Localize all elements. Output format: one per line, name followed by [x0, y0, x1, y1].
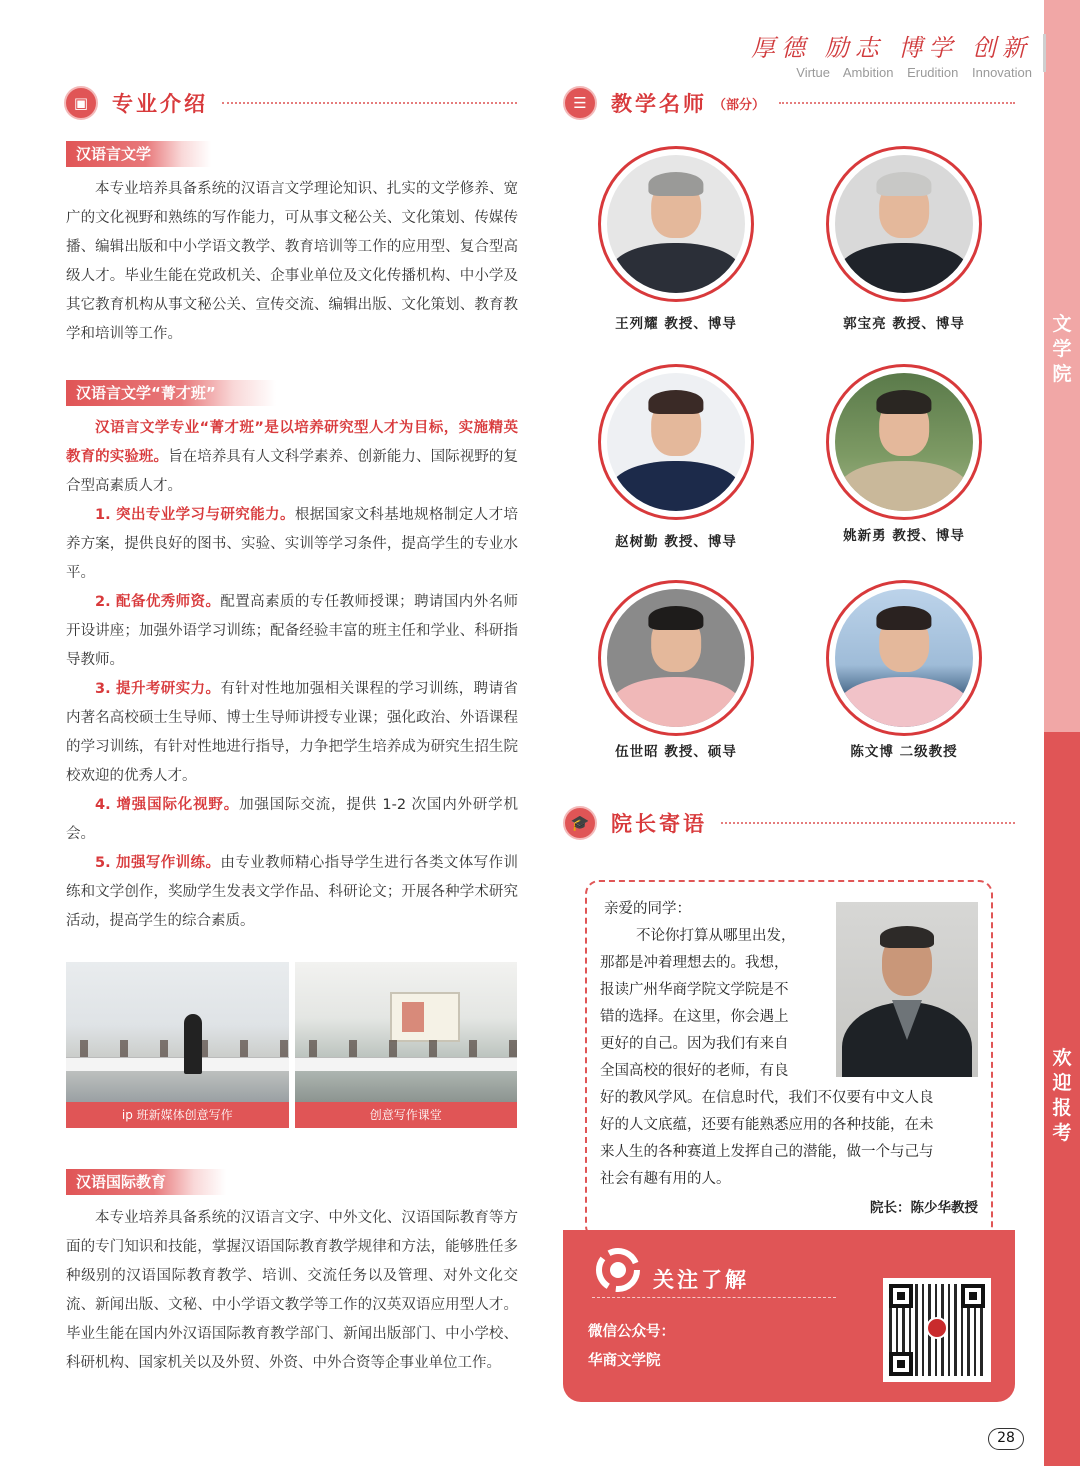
figure-hair: [648, 172, 703, 197]
teacher-photo: [835, 373, 973, 511]
teacher-name: 郭宝亮 教授、博导: [843, 316, 965, 332]
major2-label: 汉语言文学“菁才班”: [66, 380, 276, 406]
point-heading: 3. 提升考研实力。: [95, 681, 221, 697]
photo-new-media: [66, 962, 289, 1128]
desks-graphic: [295, 1057, 518, 1071]
photo-caption: ip 班新媒体创意写作: [66, 1102, 289, 1128]
books-icon: ☰: [563, 86, 597, 120]
teacher-photo: [607, 155, 745, 293]
teacher-name: 姚新勇 教授、博导: [843, 528, 965, 544]
major2-lead: [66, 414, 518, 501]
dean-line: 好的教风学风。在信息时代，我们不仅要有中文人良: [600, 1090, 934, 1106]
major1-paragraph: 本专业培养具备系统的汉语言文学理论知识、扎实的文学修养、宽广的文化视野和熟练的写作能力，可从事文秘公关、文化策划、传媒传播、编辑出版和中小学语文教学、教育培训等工作的应用型、复合型高级人才。毕业生能在党政机关、企事业单位及文化传播机构、中小学及其它教育机构从事文秘公关、宣传交流、编辑出版、文化策划、教育教学和培训等工作。: [66, 181, 518, 342]
teacher-photo: [607, 373, 745, 511]
motto: [751, 28, 1032, 80]
teacher-avatar: [598, 580, 754, 736]
dean-line: 全国高校的很好的老师，有良: [600, 1063, 789, 1079]
dean-line: 好的人文底蕴，还要有能熟悉应用的各种技能，在未: [600, 1117, 934, 1133]
major3-text: [66, 1204, 518, 1378]
figure-body: [838, 243, 970, 293]
figure-body: [838, 677, 970, 727]
teacher-avatar: [826, 580, 982, 736]
teacher-name: 王列耀 教授、博导: [615, 316, 737, 332]
wechat-qr-code[interactable]: [883, 1278, 991, 1382]
teacher-avatar: [826, 146, 982, 302]
dean-line: 更好的自己。因为我们有来自: [600, 1036, 789, 1052]
figure-body: [610, 677, 742, 727]
dean-text-wide: [600, 1085, 984, 1193]
figure-body: [838, 461, 970, 511]
major2-point: [66, 791, 518, 849]
point-heading: 4. 增强国际化视野。: [95, 797, 240, 813]
dean-greeting: 亲爱的同学：: [604, 901, 691, 917]
dean-photo: [836, 902, 978, 1077]
point-text: 根据国家文科基地规格制定人才培养方案，提供良好的图书、实验、实训等学习条件，提高学生的专业水平。: [66, 507, 518, 581]
dean-header: [563, 806, 1015, 840]
teachers-subtitle: （部分）: [713, 97, 766, 113]
side-char: 报: [1052, 1097, 1072, 1119]
dotted-rule: [222, 102, 517, 104]
point-heading: 1. 突出专业学习与研究能力。: [95, 507, 295, 523]
qr-finder: [889, 1284, 913, 1308]
graduation-cap-icon: 🎓: [563, 806, 597, 840]
side-char: 迎: [1052, 1072, 1072, 1094]
dotted-rule: [779, 102, 1015, 104]
dotted-rule: [721, 822, 1015, 824]
photo-caption: 创意写作课堂: [295, 1102, 518, 1128]
teacher-card: [794, 364, 1014, 544]
side-char: 学: [1052, 338, 1072, 360]
point-heading: 5. 加强写作训练。: [95, 855, 221, 871]
major1-label: 汉语言文学: [66, 141, 211, 167]
teacher-card: [794, 146, 1014, 332]
teacher-figure: [184, 1014, 202, 1074]
qr-finder: [961, 1284, 985, 1308]
presentation-icon: ▣: [64, 86, 98, 120]
follow-divider: [592, 1297, 836, 1298]
motto-en: Virtue Ambition Erudition Innovation: [796, 65, 1032, 80]
dean-line: 社会有趣有用的人。: [600, 1171, 731, 1187]
point-text: 有针对性地加强相关课程的学习训练，聘请省内著名高校硕士生导师、博士生导师讲授专业课；强化政治、外语课程的学习训练，有针对性地进行指导，力争把学生培养成为研究生招生院校欢迎的优秀人才。: [66, 681, 518, 784]
side-char: 院: [1052, 363, 1072, 385]
figure-hair: [648, 390, 703, 415]
figure-hair: [880, 926, 934, 948]
qr-center-logo: [926, 1317, 948, 1339]
figure-hair: [876, 172, 931, 197]
major2-point: [66, 588, 518, 675]
wechat-label: 微信公众号：: [588, 1324, 675, 1340]
page-number: 28: [988, 1428, 1024, 1450]
major2-point: [66, 501, 518, 588]
figure-body: [610, 243, 742, 293]
figure-hair: [648, 606, 703, 631]
major1-text: [66, 175, 518, 349]
side-char: 考: [1052, 1122, 1072, 1144]
classroom-image: [66, 962, 289, 1102]
teacher-name: 陈文博 二级教授: [850, 744, 958, 760]
major2-point: [66, 849, 518, 936]
side-char: 文: [1052, 313, 1072, 335]
dean-text-narrow: [600, 923, 830, 1085]
dean-signature: 院长：陈少华教授: [870, 1200, 978, 1216]
swirl-logo-icon: [594, 1248, 642, 1292]
dean-line: 来人生的各种赛道上发挥自己的潜能，做一个与己与: [600, 1144, 934, 1160]
teacher-avatar: [598, 146, 754, 302]
intro-header: [64, 86, 517, 120]
point-text: 加强国际交流，提供 1-2 次国内外研学机会。: [66, 797, 518, 842]
teacher-avatar: [598, 364, 754, 520]
major2-point: [66, 675, 518, 791]
desks-graphic: [66, 1057, 289, 1071]
dean-title: 院长寄语: [611, 812, 707, 836]
point-text: 由专业教师精心指导学生进行各类文体写作训练和文学创作，奖励学生发表文学作品、科研论文；开展各种学术研究活动，提高学生的综合素质。: [66, 855, 518, 929]
teacher-name: 赵树勤 教授、博导: [615, 534, 737, 550]
point-text: 配置高素质的专任教师授课；聘请国内外名师开设讲座；加强外语学习训练；配备经验丰富的班主任和学业、科研指导教师。: [66, 594, 518, 668]
teachers-header: [563, 86, 1015, 120]
point-heading: 2. 配备优秀师资。: [95, 594, 221, 610]
figure-body: [610, 461, 742, 511]
major3-label: 汉语国际教育: [66, 1169, 226, 1195]
qr-pattern: [889, 1284, 985, 1376]
dean-line: 那都是冲着理想去的。我想，: [600, 955, 789, 971]
qr-finder: [889, 1352, 913, 1376]
side-char: 欢: [1052, 1047, 1072, 1069]
teacher-card: [566, 580, 786, 760]
teacher-avatar: [826, 364, 982, 520]
projector-screen: [390, 992, 460, 1042]
classroom-photos: [66, 962, 517, 1128]
intro-title: 专业介绍: [112, 92, 208, 116]
dean-line: 报读广州华商学院文学院是不: [600, 982, 789, 998]
figure-hair: [876, 606, 931, 631]
dean-line: 不论你打算从哪里出发，: [636, 928, 796, 944]
wechat-account: 华商文学院: [588, 1353, 661, 1369]
major2-lead-text: 旨在培养具有人文科学素养、创新能力、国际视野的复合型高素质人才。: [66, 449, 519, 494]
teacher-photo: [835, 155, 973, 293]
teacher-card: [794, 580, 1014, 760]
motto-cn: 厚德 励志 博学 创新: [751, 34, 1032, 62]
side-label-college: [1044, 312, 1080, 387]
photo-creative-writing: [295, 962, 518, 1128]
motto-divider: [1043, 34, 1046, 72]
dean-line: 错的选择。在这里，你会遇上: [600, 1009, 789, 1025]
teacher-photo: [607, 589, 745, 727]
classroom-image: [295, 962, 518, 1102]
major2-lead-highlight: 汉语言文学专业“菁才班”是以培养研究型人才为目标，实施精英教育的实验班。: [66, 420, 518, 465]
figure-hair: [876, 390, 931, 415]
teacher-card: [566, 146, 786, 332]
follow-title: 关注了解: [653, 1268, 749, 1292]
teachers-title: 教学名师: [611, 92, 707, 116]
teacher-name: 伍世昭 教授、硕导: [615, 744, 737, 760]
teacher-card: [566, 364, 786, 550]
teacher-photo: [835, 589, 973, 727]
major3-paragraph: 本专业培养具备系统的汉语言文字、中外文化、汉语国际教育等方面的专门知识和技能，掌握汉语国际教育教学规律和方法，能够胜任多种级别的汉语国际教育教学、培训、交流任务以及管理、对外文化交流、新闻出版、文秘、中小学语文教学等工作的汉英双语应用型人才。毕业生能在国内外汉语国际教育教学部门、新闻出版部门、中小学校、科研机构、国家机关以及外贸、外资、中外合资等企事业单位工作。: [66, 1210, 518, 1371]
major2-text: [66, 414, 518, 936]
follow-info: [588, 1318, 675, 1376]
side-label-welcome: [1044, 1046, 1080, 1146]
